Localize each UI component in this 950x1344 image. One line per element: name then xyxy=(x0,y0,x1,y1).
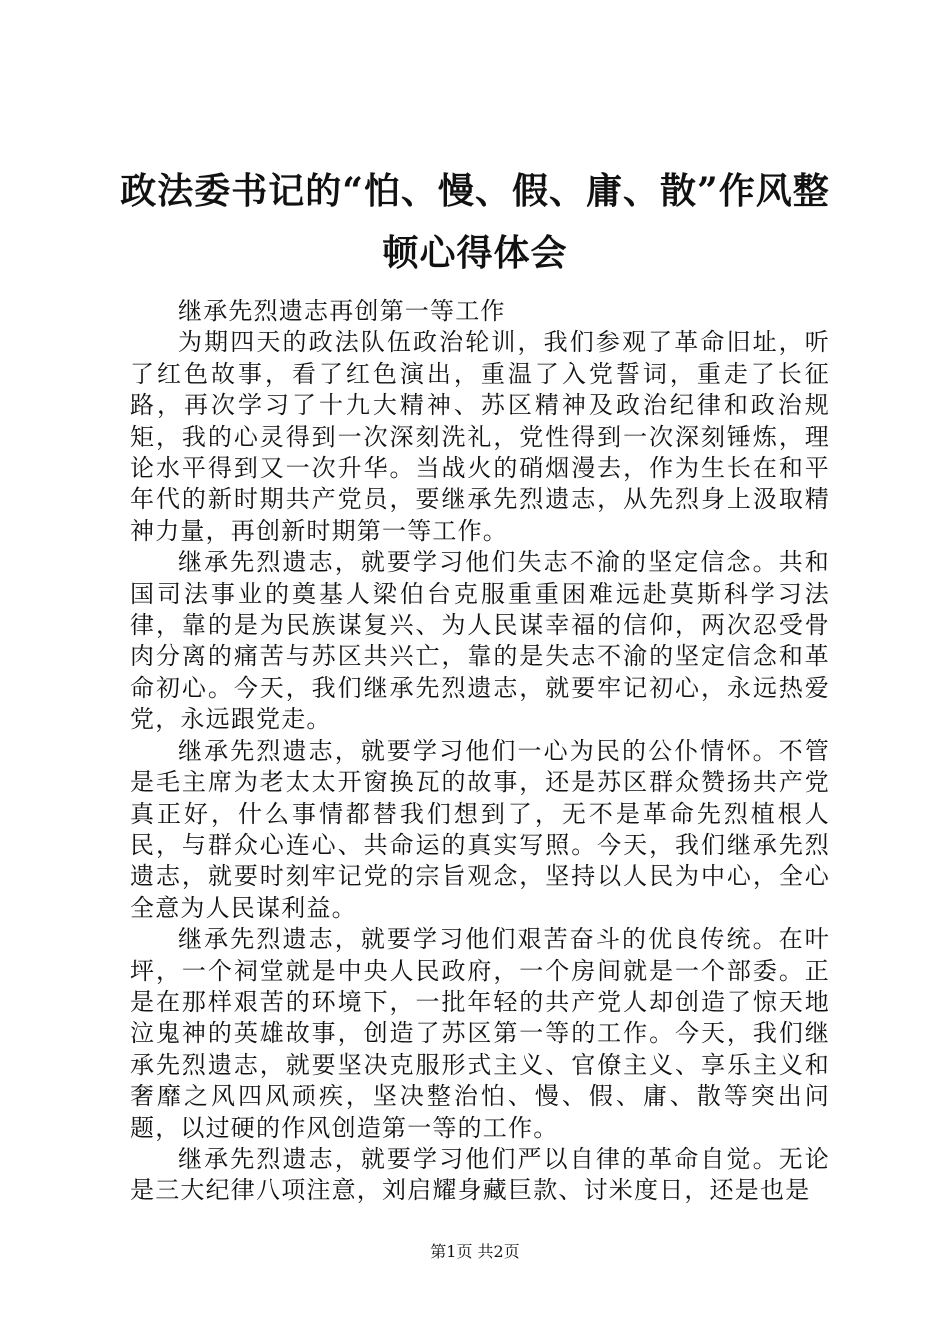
page-number-footer: 第1页 共2页 xyxy=(430,1242,520,1261)
paragraph: 继承先烈遗志，就要学习他们严以自律的革命自觉。无论是三大纪律八项注意，刘启耀身藏巨款、讨米度日，还是也是 xyxy=(130,1144,830,1205)
paragraph: 继承先烈遗志，就要学习他们失志不渝的坚定信念。共和国司法事业的奠基人梁伯台克服重重困难远赴莫斯科学习法律，靠的是为民族谋复兴、为人民谋幸福的信仰，两次忍受骨肉分离的痛苦与苏区共兴亡，靠的是失志不渝的坚定信念和革命初心。今天，我们继承先烈遗志，就要牢记初心，永远热爱党，永远跟党走。 xyxy=(130,548,830,734)
paragraph: 继承先烈遗志，就要学习他们一心为民的公仆情怀。不管是毛主席为老太太开窗换瓦的故事，还是苏区群众赞扬共产党真正好，什么事情都替我们想到了，无不是革命先烈植根人民，与群众心连心、共命运的真实写照。今天，我们继承先烈遗志，就要时刻牢记党的宗旨观念，坚持以人民为中心，全心全意为人民谋利益。 xyxy=(130,736,830,922)
paragraph-subtitle: 继承先烈遗志再创第一等工作 xyxy=(178,297,506,325)
paragraph: 为期四天的政法队伍政治轮训，我们参观了革命旧址，听了红色故事，看了红色演出，重温了入党誓词，重走了长征路，再次学习了十九大精神、苏区精神及政治纪律和政治规矩，我的心灵得到一次深刻洗礼，党性得到一次深刻锤炼，理论水平得到又一次升华。当战火的硝烟漫去，作为生长在和平年代的新时期共产党员，要继承先烈遗志，从先烈身上汲取精神力量，再创新时期第一等工作。 xyxy=(130,328,830,545)
document-title: 政法委书记的“怕、慢、假、庸、散”作风整顿心得体会 xyxy=(120,170,830,274)
document-body xyxy=(130,296,830,1207)
paragraph: 继承先烈遗志，就要学习他们艰苦奋斗的优良传统。在叶坪，一个祠堂就是中央人民政府，一个房间就是一个部委。正是在那样艰苦的环境下，一批年轻的共产党人却创造了惊天地泣鬼神的英雄故事，创造了苏区第一等的工作。今天，我们继承先烈遗志，就要坚决克服形式主义、官僚主义、享乐主义和奢靡之风四风顽疾，坚决整治怕、慢、假、庸、散等突出问题，以过硬的作风创造第一等的工作。 xyxy=(130,925,830,1142)
